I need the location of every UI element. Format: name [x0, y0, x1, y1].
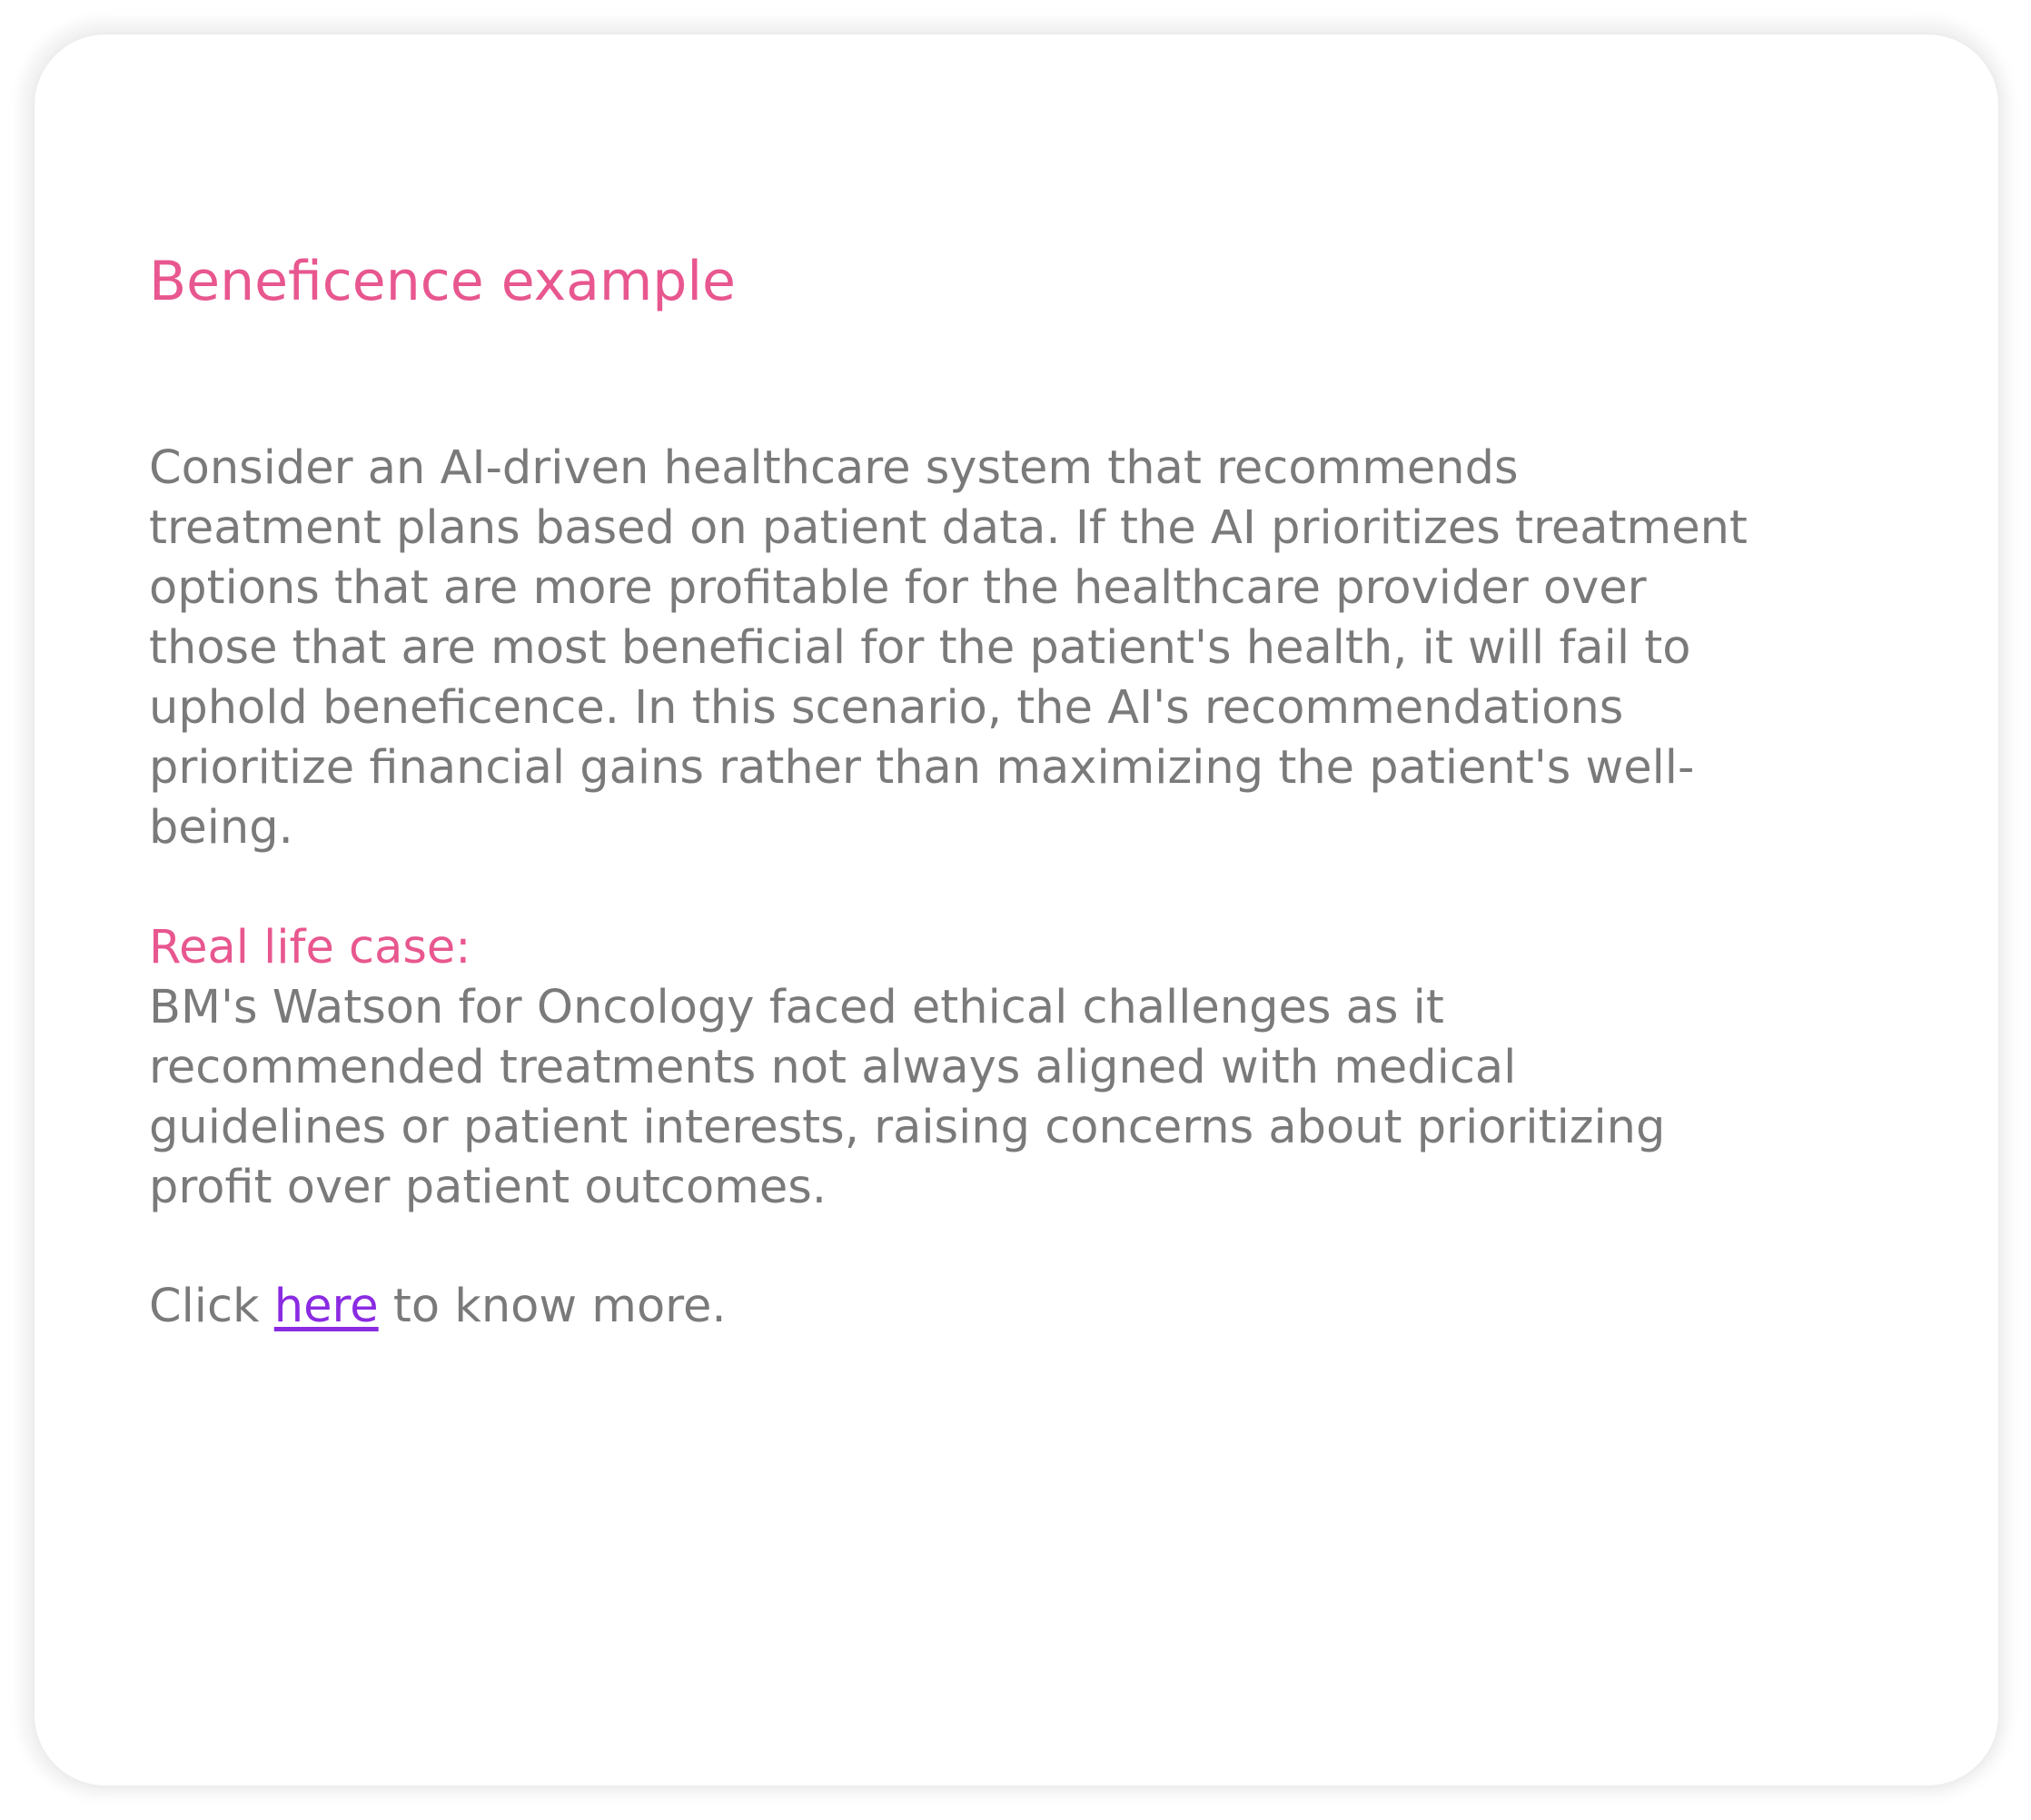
case-line: recommended treatments not always aligned with medical: [149, 1041, 1517, 1094]
case-line: guidelines or patient interests, raising concerns about prioritizing: [149, 1101, 1666, 1154]
paragraph-line: being.: [149, 801, 293, 855]
know-more-line: [149, 1277, 727, 1337]
here-link[interactable]: here: [273, 1280, 379, 1333]
paragraph-line: prioritize financial gains rather than maximizing the patient's well-: [149, 741, 1695, 795]
paragraph-line: those that are most beneficial for the patient's health, it will fail to: [149, 621, 1691, 675]
paragraph-line: Consider an AI-driven healthcare system that recommends: [149, 441, 1519, 495]
paragraph-line: options that are more profitable for the healthcare provider over: [149, 561, 1647, 615]
click-suffix: to know more.: [378, 1280, 727, 1333]
card-title: Beneficence example: [149, 250, 736, 313]
case-line: profit over patient outcomes.: [149, 1161, 827, 1214]
paragraph-line: uphold beneficence. In this scenario, the AI's recommendations: [149, 681, 1624, 735]
real-life-case-text: [149, 978, 1875, 1218]
case-line: BM's Watson for Oncology faced ethical challenges as it: [149, 981, 1444, 1034]
paragraph-line: treatment plans based on patient data. If the AI prioritizes treatment: [149, 501, 1748, 555]
description-paragraph: [149, 439, 1875, 858]
click-prefix: Click: [149, 1280, 274, 1333]
real-life-case-label: Real life case:: [149, 921, 471, 974]
